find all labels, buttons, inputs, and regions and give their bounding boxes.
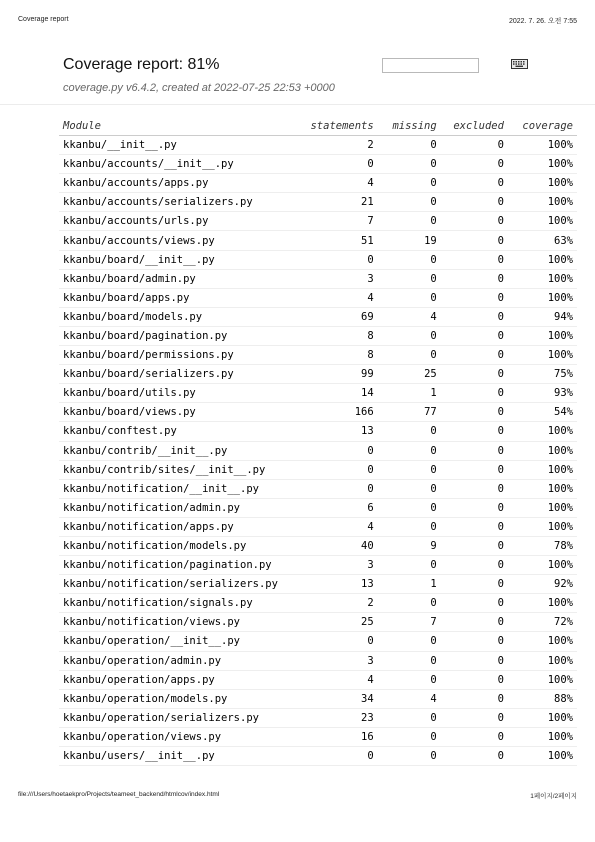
table-row (59, 747, 577, 766)
coverage-cell: 100% (508, 136, 577, 155)
coverage-cell: 100% (508, 460, 577, 479)
table-row (59, 575, 577, 594)
excluded-cell: 0 (441, 212, 508, 231)
missing-cell: 7 (378, 613, 441, 632)
missing-cell: 0 (378, 747, 441, 766)
coverage-cell: 100% (508, 250, 577, 269)
report-subtitle: coverage.py v6.4.2, created at 2022-07-25 22:53 +0000 (63, 82, 335, 94)
missing-cell: 4 (378, 307, 441, 326)
module-name-link[interactable]: kkanbu/operation/admin.py (59, 651, 282, 670)
table-row (59, 670, 577, 689)
column-header-coverage[interactable]: coverage (508, 116, 577, 136)
excluded-cell: 0 (441, 155, 508, 174)
excluded-cell: 0 (441, 517, 508, 536)
table-row (59, 288, 577, 307)
table-row (59, 422, 577, 441)
coverage-cell: 100% (508, 212, 577, 231)
keyboard-icon[interactable] (511, 59, 528, 69)
missing-cell: 0 (378, 556, 441, 575)
coverage-cell: 100% (508, 174, 577, 193)
module-name-link[interactable]: kkanbu/accounts/urls.py (59, 212, 282, 231)
statements-cell: 40 (282, 536, 378, 555)
excluded-cell: 0 (441, 651, 508, 670)
statements-cell: 13 (282, 422, 378, 441)
table-row (59, 212, 577, 231)
module-name-link[interactable]: kkanbu/accounts/serializers.py (59, 193, 282, 212)
module-name-link[interactable]: kkanbu/notification/views.py (59, 613, 282, 632)
coverage-cell: 63% (508, 231, 577, 250)
missing-cell: 0 (378, 346, 441, 365)
excluded-cell: 0 (441, 498, 508, 517)
missing-cell: 77 (378, 403, 441, 422)
coverage-table-body (59, 136, 577, 766)
statements-cell: 14 (282, 384, 378, 403)
table-row (59, 326, 577, 345)
module-name-link[interactable]: kkanbu/notification/apps.py (59, 517, 282, 536)
excluded-cell: 0 (441, 250, 508, 269)
module-name-link[interactable]: kkanbu/operation/models.py (59, 689, 282, 708)
module-name-link[interactable]: kkanbu/notification/models.py (59, 536, 282, 555)
coverage-cell: 100% (508, 498, 577, 517)
table-row (59, 403, 577, 422)
statements-cell: 25 (282, 613, 378, 632)
coverage-cell: 94% (508, 307, 577, 326)
missing-cell: 0 (378, 498, 441, 517)
statements-cell: 8 (282, 326, 378, 345)
table-row (59, 613, 577, 632)
table-row (59, 155, 577, 174)
module-name-link[interactable]: kkanbu/users/__init__.py (59, 747, 282, 766)
page-title: Coverage report: 81% (63, 56, 220, 73)
missing-cell: 0 (378, 288, 441, 307)
module-name-link[interactable]: kkanbu/notification/signals.py (59, 594, 282, 613)
missing-cell: 0 (378, 155, 441, 174)
excluded-cell: 0 (441, 326, 508, 345)
coverage-cell: 100% (508, 269, 577, 288)
statements-cell: 4 (282, 517, 378, 536)
excluded-cell: 0 (441, 174, 508, 193)
coverage-cell: 88% (508, 689, 577, 708)
module-name-link[interactable]: kkanbu/notification/serializers.py (59, 575, 282, 594)
statements-cell: 34 (282, 689, 378, 708)
excluded-cell: 0 (441, 365, 508, 384)
missing-cell: 0 (378, 136, 441, 155)
missing-cell: 25 (378, 365, 441, 384)
missing-cell: 4 (378, 689, 441, 708)
statements-cell: 23 (282, 708, 378, 727)
missing-cell: 0 (378, 250, 441, 269)
excluded-cell: 0 (441, 594, 508, 613)
coverage-cell: 100% (508, 747, 577, 766)
module-name-link[interactable]: kkanbu/accounts/views.py (59, 231, 282, 250)
missing-cell: 0 (378, 269, 441, 288)
coverage-cell: 54% (508, 403, 577, 422)
table-row (59, 346, 577, 365)
table-row (59, 536, 577, 555)
module-name-link[interactable]: kkanbu/accounts/__init__.py (59, 155, 282, 174)
coverage-cell: 100% (508, 651, 577, 670)
table-row (59, 136, 577, 155)
coverage-cell: 100% (508, 556, 577, 575)
statements-cell: 2 (282, 136, 378, 155)
table-row (59, 269, 577, 288)
statements-cell: 166 (282, 403, 378, 422)
coverage-cell: 100% (508, 479, 577, 498)
coverage-cell: 78% (508, 536, 577, 555)
coverage-cell: 100% (508, 422, 577, 441)
table-row (59, 727, 577, 746)
excluded-cell: 0 (441, 460, 508, 479)
table-row (59, 231, 577, 250)
coverage-table (59, 116, 577, 766)
missing-cell: 0 (378, 422, 441, 441)
table-row (59, 441, 577, 460)
statements-cell: 13 (282, 575, 378, 594)
table-row (59, 594, 577, 613)
missing-cell: 0 (378, 174, 441, 193)
coverage-cell: 93% (508, 384, 577, 403)
table-row (59, 193, 577, 212)
module-name-link[interactable]: kkanbu/board/views.py (59, 403, 282, 422)
statements-cell: 0 (282, 441, 378, 460)
column-header-excluded[interactable]: excluded (441, 116, 508, 136)
print-header-datetime: 2022. 7. 26. 오전 7:55 (508, 18, 577, 25)
coverage-cell: 100% (508, 632, 577, 651)
table-row (59, 689, 577, 708)
missing-cell: 0 (378, 479, 441, 498)
statements-cell: 6 (282, 498, 378, 517)
statements-cell: 2 (282, 594, 378, 613)
table-row (59, 479, 577, 498)
statements-cell: 99 (282, 365, 378, 384)
excluded-cell: 0 (441, 269, 508, 288)
table-row (59, 556, 577, 575)
coverage-cell: 100% (508, 326, 577, 345)
table-row (59, 365, 577, 384)
excluded-cell: 0 (441, 556, 508, 575)
excluded-cell: 0 (441, 193, 508, 212)
excluded-cell: 0 (441, 689, 508, 708)
excluded-cell: 0 (441, 536, 508, 555)
module-name-link[interactable]: kkanbu/operation/serializers.py (59, 708, 282, 727)
excluded-cell: 0 (441, 613, 508, 632)
print-header-title: Coverage report (18, 16, 69, 23)
table-row (59, 460, 577, 479)
excluded-cell: 0 (441, 670, 508, 689)
module-name-link[interactable]: kkanbu/board/__init__.py (59, 250, 282, 269)
missing-cell: 0 (378, 441, 441, 460)
module-name-link[interactable]: kkanbu/board/apps.py (59, 288, 282, 307)
excluded-cell: 0 (441, 727, 508, 746)
module-name-link[interactable]: kkanbu/board/utils.py (59, 384, 282, 403)
coverage-cell: 100% (508, 155, 577, 174)
statements-cell: 0 (282, 250, 378, 269)
table-row (59, 517, 577, 536)
table-row (59, 307, 577, 326)
missing-cell: 0 (378, 212, 441, 231)
statements-cell: 69 (282, 307, 378, 326)
coverage-cell: 100% (508, 727, 577, 746)
statements-cell: 3 (282, 651, 378, 670)
header-divider (0, 104, 595, 105)
coverage-cell: 100% (508, 708, 577, 727)
coverage-cell: 100% (508, 346, 577, 365)
statements-cell: 7 (282, 212, 378, 231)
missing-cell: 0 (378, 708, 441, 727)
print-footer-page: 1페이지/2페이지 (530, 793, 577, 800)
statements-cell: 21 (282, 193, 378, 212)
missing-cell: 0 (378, 651, 441, 670)
coverage-cell: 75% (508, 365, 577, 384)
column-header-statements[interactable]: statements (282, 116, 378, 136)
statements-cell: 51 (282, 231, 378, 250)
excluded-cell: 0 (441, 575, 508, 594)
missing-cell: 0 (378, 670, 441, 689)
missing-cell: 0 (378, 193, 441, 212)
excluded-cell: 0 (441, 346, 508, 365)
column-header-missing[interactable]: missing (378, 116, 441, 136)
coverage-cell: 100% (508, 594, 577, 613)
table-row (59, 384, 577, 403)
filter-input[interactable] (382, 58, 479, 73)
missing-cell: 9 (378, 536, 441, 555)
table-row (59, 651, 577, 670)
statements-cell: 3 (282, 269, 378, 288)
excluded-cell: 0 (441, 307, 508, 326)
missing-cell: 0 (378, 727, 441, 746)
print-footer-url: file:///Users/hoetaekpro/Projects/teameet_backend/htmlcov/index.html (18, 791, 220, 798)
module-name-link[interactable]: kkanbu/accounts/apps.py (59, 174, 282, 193)
excluded-cell: 0 (441, 384, 508, 403)
statements-cell: 4 (282, 288, 378, 307)
excluded-cell: 0 (441, 422, 508, 441)
missing-cell: 0 (378, 460, 441, 479)
missing-cell: 0 (378, 326, 441, 345)
coverage-cell: 100% (508, 517, 577, 536)
column-header-module[interactable]: Module (59, 116, 282, 136)
missing-cell: 0 (378, 632, 441, 651)
missing-cell: 1 (378, 384, 441, 403)
coverage-cell: 100% (508, 288, 577, 307)
excluded-cell: 0 (441, 231, 508, 250)
module-name-link[interactable]: kkanbu/notification/__init__.py (59, 479, 282, 498)
coverage-cell: 100% (508, 670, 577, 689)
missing-cell: 0 (378, 517, 441, 536)
coverage-cell: 92% (508, 575, 577, 594)
module-name-link[interactable]: kkanbu/board/models.py (59, 307, 282, 326)
missing-cell: 1 (378, 575, 441, 594)
statements-cell: 0 (282, 155, 378, 174)
table-row (59, 250, 577, 269)
table-header-row (59, 116, 577, 136)
module-name-link[interactable]: kkanbu/board/serializers.py (59, 365, 282, 384)
table-row (59, 174, 577, 193)
table-row (59, 708, 577, 727)
module-name-link[interactable]: kkanbu/notification/pagination.py (59, 556, 282, 575)
module-name-link[interactable]: kkanbu/conftest.py (59, 422, 282, 441)
statements-cell: 4 (282, 174, 378, 193)
coverage-cell: 100% (508, 193, 577, 212)
statements-cell: 0 (282, 479, 378, 498)
excluded-cell: 0 (441, 441, 508, 460)
table-row (59, 498, 577, 517)
module-name-link[interactable]: kkanbu/operation/apps.py (59, 670, 282, 689)
missing-cell: 0 (378, 594, 441, 613)
coverage-cell: 100% (508, 441, 577, 460)
excluded-cell: 0 (441, 403, 508, 422)
excluded-cell: 0 (441, 288, 508, 307)
excluded-cell: 0 (441, 708, 508, 727)
excluded-cell: 0 (441, 632, 508, 651)
coverage-cell: 72% (508, 613, 577, 632)
statements-cell: 8 (282, 346, 378, 365)
module-name-link[interactable]: kkanbu/contrib/sites/__init__.py (59, 460, 282, 479)
statements-cell: 3 (282, 556, 378, 575)
module-name-link[interactable]: kkanbu/contrib/__init__.py (59, 441, 282, 460)
statements-cell: 0 (282, 747, 378, 766)
module-name-link[interactable]: kkanbu/board/permissions.py (59, 346, 282, 365)
statements-cell: 0 (282, 460, 378, 479)
statements-cell: 0 (282, 632, 378, 651)
missing-cell: 19 (378, 231, 441, 250)
module-name-link[interactable]: kkanbu/operation/__init__.py (59, 632, 282, 651)
excluded-cell: 0 (441, 479, 508, 498)
statements-cell: 4 (282, 670, 378, 689)
table-row (59, 632, 577, 651)
module-name-link[interactable]: kkanbu/notification/admin.py (59, 498, 282, 517)
module-name-link[interactable]: kkanbu/board/admin.py (59, 269, 282, 288)
statements-cell: 16 (282, 727, 378, 746)
excluded-cell: 0 (441, 136, 508, 155)
module-name-link[interactable]: kkanbu/operation/views.py (59, 727, 282, 746)
excluded-cell: 0 (441, 747, 508, 766)
module-name-link[interactable]: kkanbu/__init__.py (59, 136, 282, 155)
module-name-link[interactable]: kkanbu/board/pagination.py (59, 326, 282, 345)
